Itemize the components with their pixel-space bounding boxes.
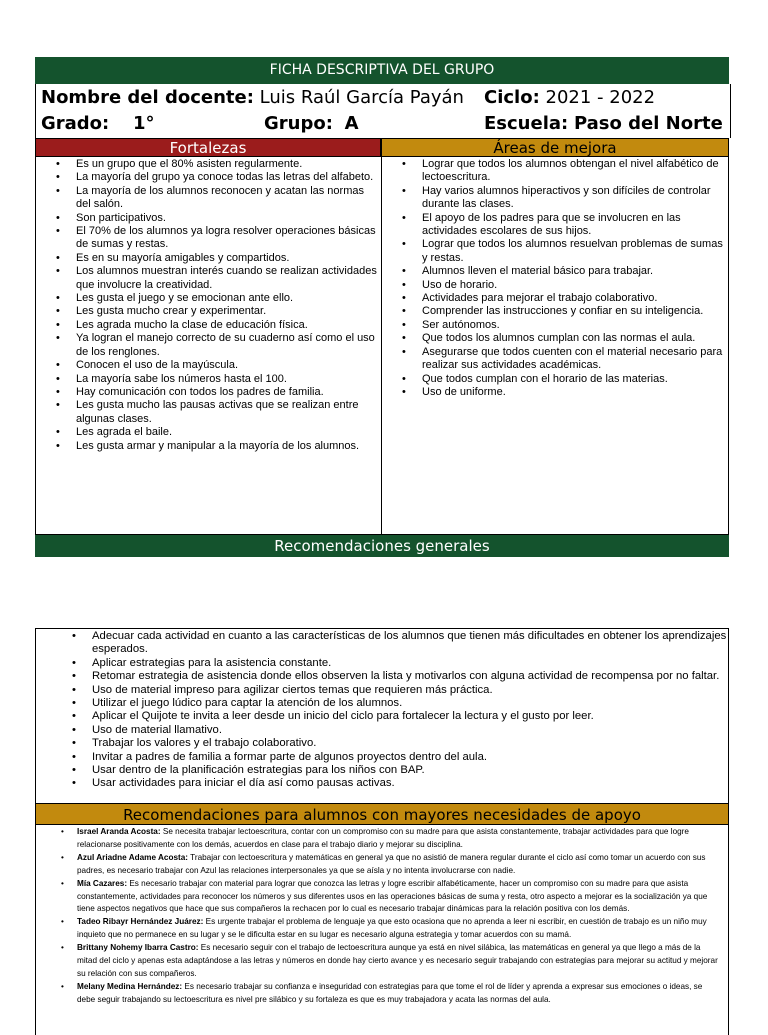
list-item: • Retomar estrategia de asistencia donde ellos observen la lista y motivarlos con alguna actividad de recompensa por no faltar. xyxy=(92,670,728,683)
student-item xyxy=(77,826,722,852)
list-item: • Alumnos lleven el material básico para trabajar. xyxy=(422,265,724,278)
student-item xyxy=(77,916,722,942)
recomendaciones-box xyxy=(35,628,729,803)
areas-title: Áreas de mejora xyxy=(381,138,729,157)
list-item: • Uso de material impreso para agilizar ciertos temas que requieren más práctica. xyxy=(92,684,728,697)
list-item: • El 70% de los alumnos ya logra resolver operaciones básicas de sumas y restas. xyxy=(76,225,377,252)
list-item: • La mayoría del grupo ya conoce todas las letras del alfabeto. xyxy=(76,171,377,184)
escuela-row xyxy=(484,113,723,134)
list-item: • Ser autónomos. xyxy=(422,319,724,332)
grupo-value: A xyxy=(344,113,359,134)
docente-value: Luis Raúl García Payán xyxy=(259,87,464,108)
grupo-label: Grupo: xyxy=(264,113,333,134)
fortalezas-title: Fortalezas xyxy=(35,138,381,157)
list-item: • Lograr que todos los alumnos obtengan el nivel alfabético de lectoescritura. xyxy=(422,158,724,185)
page-title: FICHA DESCRIPTIVA DEL GRUPO xyxy=(35,57,729,84)
student-name: Azul Ariadne Adame Acosta: xyxy=(77,852,189,862)
list-item: • La mayoría sabe los números hasta el 100. xyxy=(76,373,377,386)
group-info xyxy=(35,84,731,138)
student-item xyxy=(77,852,722,878)
list-item: • Conocen el uso de la mayúscula. xyxy=(76,359,377,372)
list-item: • Usar actividades para iniciar el día así como pausas activas. xyxy=(92,777,728,790)
student-recommendation: Trabajar con lectoescritura y matemáticas en general ya que no asistió de manera regular durante el ciclo así como tomar un acuerdo con sus padres, es necesario trabajar con Azul las relaciones interpersonales ya que se aísla y no intenta involucrarse con nadie. xyxy=(77,852,706,875)
list-item: • Les gusta mucho crear y experimentar. xyxy=(76,305,377,318)
recomendaciones-title: Recomendaciones generales xyxy=(35,535,729,557)
student-name: Melany Medina Hernández: xyxy=(77,981,183,991)
grado-value: 1° xyxy=(132,113,155,134)
columns-body xyxy=(35,157,729,535)
list-item: • Actividades para mejorar el trabajo colaborativo. xyxy=(422,292,724,305)
list-item: • Comprender las instrucciones y confiar en su inteligencia. xyxy=(422,305,724,318)
student-item xyxy=(77,878,722,917)
fortalezas-list xyxy=(42,158,377,453)
student-recommendation: Es necesario trabajar su confianza e inseguridad con estrategias para que tome el rol de líder y aprenda a expresar sus emociones o ideas, se debe seguir trabajando su lectoescritura es nivel pre silábico y su fortaleza es que es muy trabajadora y acata las normas del aula. xyxy=(77,981,703,1004)
list-item: • Uso de horario. xyxy=(422,279,724,292)
ciclo-row xyxy=(484,87,655,108)
list-item: • Aplicar el Quijote te invita a leer desde un inicio del ciclo para fortalecer la lectura y el gusto por leer. xyxy=(92,710,728,723)
ciclo-value: 2021 - 2022 xyxy=(545,87,656,108)
student-recommendation: Es necesario seguir con el trabajo de lectoescritura aunque ya está en nivel silábica, las matemáticas en general ya que llego a más de la mitad del ciclo y apenas esta adaptándose a las letras y números en donde hay cierto avance y es necesario seguir trabajando con estrategias para mejorar su actitud y mejorar su relación con sus compañeros. xyxy=(77,943,718,978)
recomendaciones-list xyxy=(36,630,728,791)
list-item: • Es un grupo que el 80% asisten regularmente. xyxy=(76,158,377,171)
list-item: • Les gusta mucho las pausas activas que se realizan entre algunas clases. xyxy=(76,399,377,426)
list-item: • Ya logran el manejo correcto de su cuaderno así como el uso de los renglones. xyxy=(76,332,377,359)
list-item: • Lograr que todos los alumnos resuelvan problemas de sumas y restas. xyxy=(422,238,724,265)
student-item xyxy=(77,942,722,981)
grado-label: Grado: xyxy=(41,113,110,134)
grupo-row xyxy=(264,113,359,134)
list-item: • Asegurarse que todos cuenten con el material necesario para realizar sus actividades académicas. xyxy=(422,346,724,373)
list-item: • La mayoría de los alumnos reconocen y acatan las normas del salón. xyxy=(76,185,377,212)
list-item: • Les gusta el juego y se emocionan ante ello. xyxy=(76,292,377,305)
necesidades-title: Recomendaciones para alumnos con mayores necesidades de apoyo xyxy=(35,803,729,825)
list-item: • Son participativos. xyxy=(76,212,377,225)
list-item: • El apoyo de los padres para que se involucren en las actividades escolares de sus hijos. xyxy=(422,212,724,239)
fortalezas-column xyxy=(36,157,382,534)
list-item: • Invitar a padres de familia a formar parte de algunos proyectos dentro del aula. xyxy=(92,751,728,764)
escuela-label: Escuela: xyxy=(484,113,569,134)
ciclo-label: Ciclo: xyxy=(484,87,540,108)
list-item: • Trabajar los valores y el trabajo colaborativo. xyxy=(92,737,728,750)
areas-list xyxy=(388,158,724,399)
list-item: • Les agrada mucho la clase de educación física. xyxy=(76,319,377,332)
list-item: • Les agrada el baile. xyxy=(76,426,377,439)
list-item: • Es en su mayoría amigables y compartidos. xyxy=(76,252,377,265)
list-item: • Adecuar cada actividad en cuanto a las características de los alumnos que tienen más dificultades en obtener los aprendizajes esperados. xyxy=(92,630,728,657)
list-item: • Uso de uniforme. xyxy=(422,386,724,399)
list-item: • Utilizar el juego lúdico para captar la atención de los alumnos. xyxy=(92,697,728,710)
student-name: Israel Aranda Acosta: xyxy=(77,827,161,836)
list-item: • Que todos los alumnos cumplan con las normas el aula. xyxy=(422,332,724,345)
list-item: • Uso de material llamativo. xyxy=(92,724,728,737)
necesidades-list xyxy=(36,826,728,1007)
student-item xyxy=(77,981,722,1007)
list-item: • Usar dentro de la planificación estrategias para los niños con BAP. xyxy=(92,764,728,777)
student-name: Brittany Nohemy Ibarra Castro: xyxy=(77,943,199,953)
list-item: • Aplicar estrategias para la asistencia constante. xyxy=(92,657,728,670)
areas-column xyxy=(382,157,728,534)
student-recommendation: Es necesario trabajar con material para lograr que conozca las letras y logre escribir alfabéticamente, hacer un compromiso con su madre para que asista constantemente, actividades para reconocer los números y sus diferentes usos en las operaciones básicas de suma y resta, otro aspecto a mejorar es la socialización ya que tiene aspectos negativos que hace que sus compañeros la rechacen por lo cual es necesario trabajar dinámicas para la relación positiva con los demás. xyxy=(77,878,708,914)
student-name: Tadeo Ribayr Hernández Juárez: xyxy=(77,917,204,927)
docente-row xyxy=(41,87,464,108)
escuela-value: Paso del Norte xyxy=(573,113,723,134)
grado-row xyxy=(41,113,155,134)
columns-header xyxy=(35,138,729,157)
docente-label: Nombre del docente: xyxy=(41,87,254,108)
list-item: • Hay varios alumnos hiperactivos y son difíciles de controlar durante las clases. xyxy=(422,185,724,212)
student-recommendation: Es urgente trabajar el problema de lenguaje ya que esto ocasiona que no aprenda a leer ni escribir, en cuestión de trabajo es un niño muy inquieto que no permanece en su lugar y se le dificulta estar en su lugar es necesario alguna estrategia y tomar acuerdos con su mamá. xyxy=(77,917,707,940)
list-item: • Que todos cumplan con el horario de las materias. xyxy=(422,373,724,386)
student-recommendation: Se necesita trabajar lectoescritura, contar con un compromiso con su madre para que asista constantemente, trabajar actividades para que logre relacionarse positivamente con los demás, acuerdos en clase para el trabajo diario y mejorar su disciplina. xyxy=(77,827,689,849)
necesidades-box xyxy=(35,825,729,1035)
list-item: • Les gusta armar y manipular a la mayoría de los alumnos. xyxy=(76,440,377,453)
list-item: • Hay comunicación con todos los padres de familia. xyxy=(76,386,377,399)
student-name: Mía Cazares: xyxy=(77,878,128,888)
list-item: • Los alumnos muestran interés cuando se realizan actividades que involucre la creatividad. xyxy=(76,265,377,292)
